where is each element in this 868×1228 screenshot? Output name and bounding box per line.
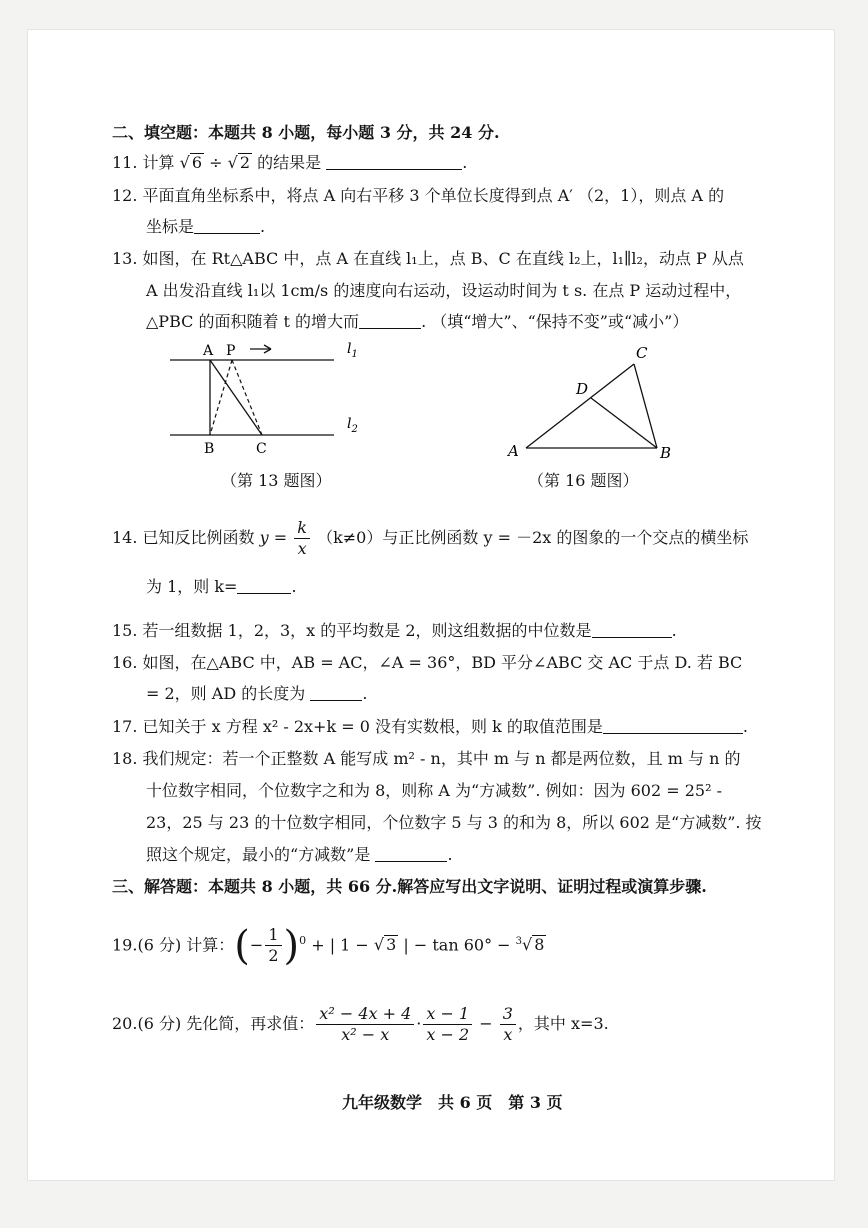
q14-text: 已知反比例函数	[142, 528, 255, 547]
q17-text: 已知关于 x 方程 x² - 2x+k = 0 没有实数根，则 k 的取值范围是	[142, 717, 603, 736]
q16-text: 如图，在△ABC 中，AB = AC，∠A = 36°，BD 平分∠ABC 交 AC 于点 D. 若 BC	[142, 653, 743, 672]
label-A: A	[203, 343, 214, 359]
period: .	[462, 153, 468, 172]
left-paren: (	[234, 922, 250, 969]
y-equals: y =	[259, 528, 288, 547]
radicand: 6	[191, 153, 203, 172]
q13-text-3: △PBC 的面积随着 t 的增大而	[146, 312, 360, 331]
question-number: 14.	[112, 528, 138, 547]
figure-16-caption: （第 16 题图）	[528, 471, 639, 490]
label-A: A	[508, 442, 519, 460]
exponent: 0	[299, 934, 307, 947]
question-13-line2: A 出发沿直线 l₁以 1cm/s 的速度向右运动，设运动时间为 t s. 在点 P 运动过程中，	[146, 281, 742, 300]
period: .	[260, 217, 266, 236]
sqrt-3: √ 3	[373, 935, 397, 955]
sqrt-2: √ 2	[227, 153, 251, 172]
minus-sign: −	[249, 935, 264, 955]
label-P: P	[226, 343, 236, 359]
answer-blank-12[interactable]	[194, 217, 260, 234]
q19-abs-part: + | 1 −	[306, 935, 374, 955]
page-footer: 九年级数学 共 6 页 第 3 页	[342, 1093, 563, 1112]
label-B: B	[204, 441, 215, 457]
question-18-line1	[112, 748, 740, 770]
question-number: 13.	[112, 249, 138, 268]
q20-score: (6 分) 先化简，再求值：	[137, 1014, 315, 1033]
segment-AC	[210, 360, 262, 435]
fraction-1: $\frac{\text{x² − 4x + 4}}{\text{x² − x}}$	[316, 1004, 414, 1045]
figure-13	[158, 335, 358, 465]
question-18-line3: 23，25 与 23 的十位数字相同，个位数字 5 与 3 的和为 8，所以 602 是“方减数”. 按	[146, 813, 762, 832]
segment-BC	[634, 364, 657, 448]
question-18-line4	[146, 844, 453, 866]
section-header-solutions: 三、解答题：本题共 8 小题，共 66 分.解答应写出文字说明、证明过程或演算步骤.	[112, 877, 707, 896]
exam-page	[28, 30, 834, 1180]
segment-AC	[526, 364, 634, 448]
question-number: 20.	[112, 1014, 138, 1033]
answer-blank-17[interactable]	[603, 717, 743, 734]
q12-text: 平面直角坐标系中，将点 A 向右平移 3 个单位长度得到点 A′ （2，1），则点 A 的	[142, 186, 725, 205]
q14-condition: （k≠0）与正比例函数 y = －2x 的图象的一个交点的横坐标	[317, 528, 749, 547]
operator: ÷	[204, 153, 228, 172]
label-D: D	[576, 380, 589, 398]
question-number: 12.	[112, 186, 138, 205]
answer-blank-11[interactable]	[326, 153, 462, 170]
label-B: B	[660, 444, 672, 462]
question-14-line1	[112, 515, 748, 561]
q11-suffix: 的结果是	[257, 153, 322, 172]
q13-hint: . （填“增大”、“保持不变”或“减小”）	[421, 312, 689, 331]
radicand: 2	[239, 153, 251, 172]
label-C: C	[256, 441, 267, 457]
period: .	[671, 621, 677, 640]
segment-BD	[591, 398, 657, 448]
sqrt-6: √ 6	[179, 153, 203, 172]
q12-text-2: 坐标是	[146, 217, 195, 236]
question-20	[112, 996, 609, 1052]
question-12-line2	[146, 216, 265, 238]
q19-score: (6 分) 计算：	[137, 935, 235, 955]
question-number: 17.	[112, 717, 138, 736]
answer-blank-16[interactable]	[310, 684, 362, 701]
question-12-line1	[112, 185, 724, 207]
answer-blank-15[interactable]	[592, 621, 672, 638]
q14-text-2: 为 1，则 k=	[146, 577, 238, 596]
fraction-2: $\frac{x - 1}{x - 2}$	[423, 1004, 472, 1045]
period: .	[447, 845, 453, 864]
question-13-line3	[146, 311, 688, 333]
cube-root-8: √ 8	[522, 935, 545, 955]
cube-root-index: 3	[515, 936, 523, 947]
fraction-k-over-x: $\frac{k}{x}$	[294, 518, 310, 559]
figure-16	[496, 342, 696, 464]
question-19	[112, 916, 546, 970]
segment-PB	[210, 360, 232, 435]
section-header-fill-in: 二、填空题：本题共 8 小题，每小题 3 分，共 24 分.	[112, 123, 500, 142]
question-11	[112, 152, 467, 174]
question-number: 18.	[112, 749, 138, 768]
period: .	[742, 717, 748, 736]
fraction-3: $\frac{3}{x}$	[500, 1004, 516, 1045]
q16-text-2: = 2，则 AD 的长度为	[146, 684, 306, 703]
question-number: 19.	[112, 935, 138, 955]
question-number: 11.	[112, 153, 138, 172]
multiply-dot: ·	[416, 1014, 422, 1033]
q19-tan-part: | − tan 60° −	[398, 935, 516, 955]
q15-text: 若一组数据 1，2，3，x 的平均数是 2，则这组数据的中位数是	[142, 621, 592, 640]
question-14-line2	[146, 576, 297, 598]
question-13-line1	[112, 248, 744, 270]
right-paren: )	[283, 922, 300, 969]
question-16-line1	[112, 652, 742, 674]
question-number: 16.	[112, 653, 138, 672]
label-l2: $l_2$	[347, 416, 358, 435]
answer-blank-14[interactable]	[237, 577, 291, 594]
question-number: 15.	[112, 621, 138, 640]
label-C: C	[636, 344, 648, 362]
label-l1: $l_1$	[347, 341, 358, 360]
q13-text-1: 如图，在 Rt△ABC 中，点 A 在直线 l₁上，点 B、C 在直线 l₂上，l₁∥l₂，动点 P 从点	[142, 249, 744, 268]
question-18-line2: 十位数字相同，个位数字之和为 8，则称 A 为“方减数”. 例如：因为 602 = 25² -	[146, 781, 722, 800]
minus-sign: −	[474, 1014, 498, 1033]
period: .	[291, 577, 297, 596]
q11-prefix: 计算	[142, 153, 175, 172]
q18-text-1: 我们规定：若一个正整数 A 能写成 m² - n，其中 m 与 n 都是两位数，且 m 与 n 的	[142, 749, 741, 768]
q20-tail: ，其中 x=3.	[517, 1014, 609, 1033]
q18-text-4: 照这个规定，最小的“方减数”是	[146, 845, 371, 864]
question-15	[112, 620, 677, 642]
question-16-line2	[146, 683, 367, 705]
period: .	[362, 684, 368, 703]
answer-blank-18[interactable]	[375, 845, 447, 862]
figure-13-caption: （第 13 题图）	[221, 471, 332, 490]
fraction-one-half: $\frac{1}{2}$	[265, 925, 281, 966]
answer-blank-13[interactable]	[359, 312, 421, 329]
question-17	[112, 716, 748, 738]
